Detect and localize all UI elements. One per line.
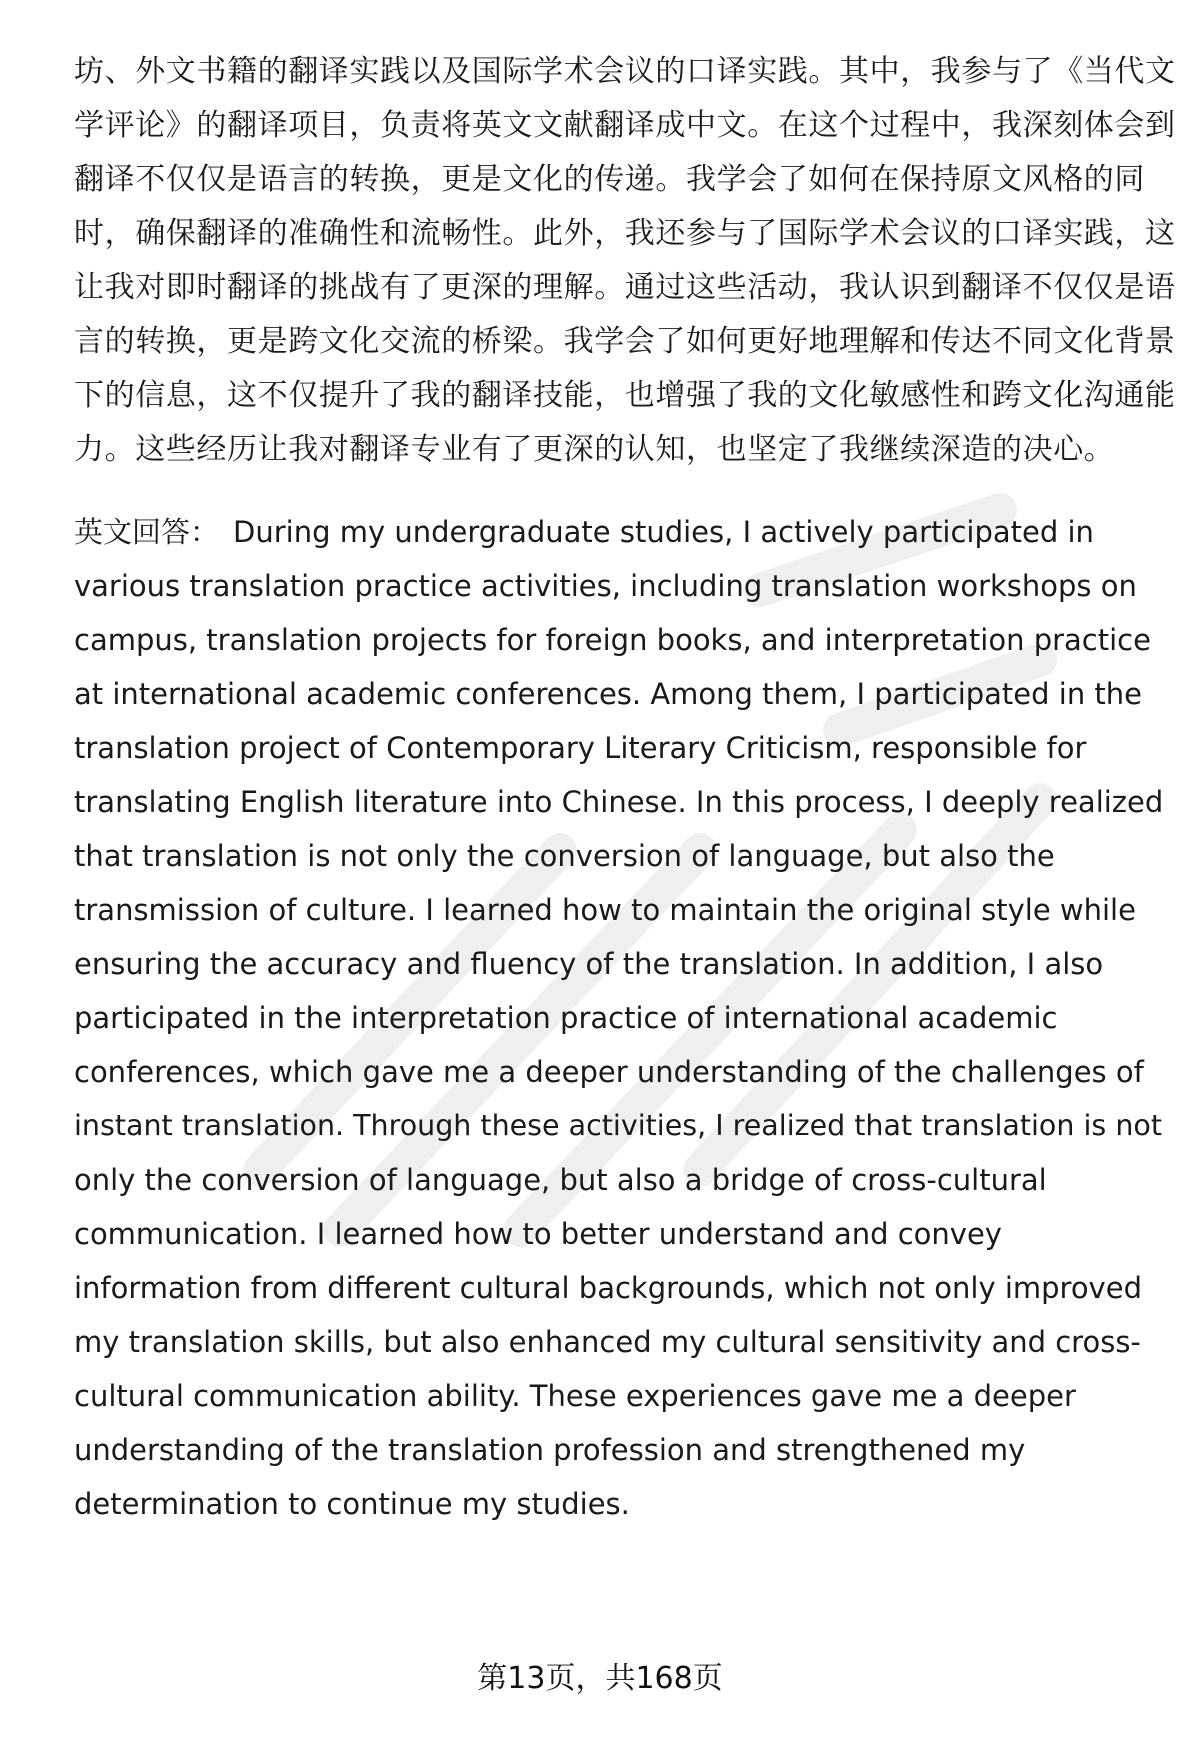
english-text-line: information from different cultural backgrounds, which not only improved [74,1271,1142,1305]
english-text-line: determination to continue my studies. [74,1487,630,1521]
english-first-line [74,512,1094,552]
english-text-line: at international academic conferences. Among them, I participated in the [74,677,1143,711]
english-text-line: translating English literature into Chinese. In this process, I deeply realized [74,785,1164,819]
chinese-text-line: 力。这些经历让我对翻译专业有了更深的认知，也坚定了我继续深造的决心。 [74,432,1115,467]
chinese-text-line: 学评论》的翻译项目，负责将英文文献翻译成中文。在这个过程中，我深刻体会到 [74,108,1176,143]
english-text-line: conferences, which gave me a deeper understanding of the challenges of [74,1055,1144,1089]
english-text-line: ensuring the accuracy and fluency of the translation. In addition, I also [74,947,1104,981]
english-text-line: translation project of Contemporary Literary Criticism, responsible for [74,731,1087,765]
english-text-line: During my undergraduate studies, I actively participated in [233,515,1094,549]
english-text-line: communication. I learned how to better understand and convey [74,1217,1002,1251]
english-text-line: understanding of the translation profession and strengthened my [74,1433,1026,1467]
english-text-line: that translation is not only the conversion of language, but also the [74,839,1055,873]
english-text-line: cultural communication ability. These experiences gave me a deeper [74,1379,1076,1413]
chinese-text-line: 下的信息，这不仅提升了我的翻译技能，也增强了我的文化敏感性和跨文化沟通能 [74,378,1176,413]
english-text-line: various translation practice activities, including translation workshops on [74,569,1137,603]
english-answer-label: 英文回答： [74,515,220,549]
english-text-line: only the conversion of language, but also a bridge of cross-cultural [74,1163,1047,1197]
chinese-text-line: 时，确保翻译的准确性和流畅性。此外，我还参与了国际学术会议的口译实践，这 [74,216,1176,251]
chinese-text-line: 翻译不仅仅是语言的转换，更是文化的传递。我学会了如何在保持原文风格的同 [74,162,1145,197]
chinese-text-line: 让我对即时翻译的挑战有了更深的理解。通过这些活动，我认识到翻译不仅仅是语 [74,270,1176,305]
chinese-text-line: 坊、外文书籍的翻译实践以及国际学术会议的口译实践。其中，我参与了《当代文 [74,54,1176,89]
english-text-line: my translation skills, but also enhanced my cultural sensitivity and cross- [74,1325,1141,1359]
english-text-line: instant translation. Through these activities, I realized that translation is not [74,1109,1162,1142]
english-text-line: campus, translation projects for foreign books, and interpretation practice [74,623,1151,657]
chinese-text-line: 言的转换，更是跨文化交流的桥梁。我学会了如何更好地理解和传达不同文化背景 [74,324,1176,359]
english-text-line: transmission of culture. I learned how to maintain the original style while [74,893,1136,927]
page-number-footer: 第13页，共168页 [477,1661,723,1696]
english-text-line: participated in the interpretation practice of international academic [74,1001,1058,1035]
